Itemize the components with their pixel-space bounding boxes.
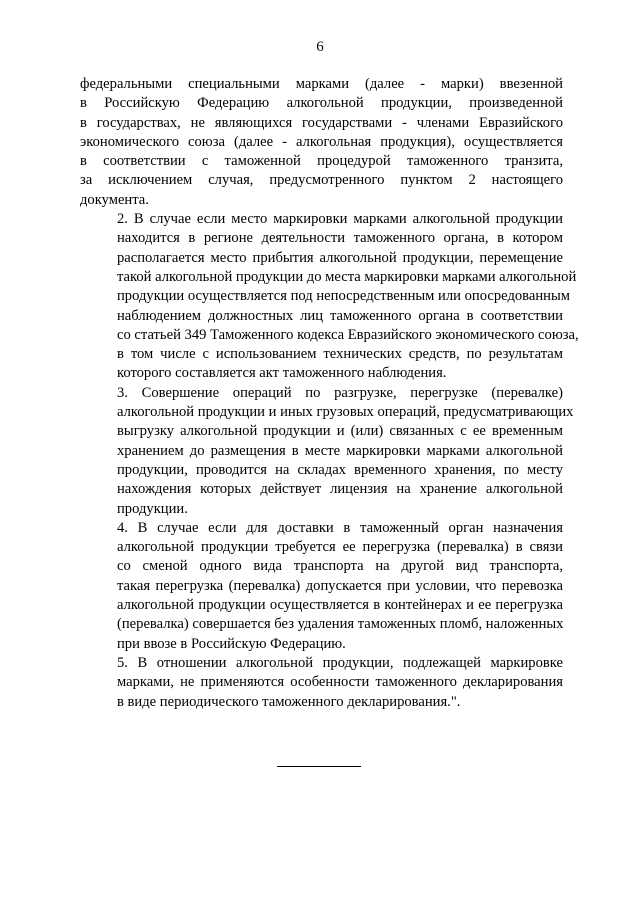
paragraph-line: такая перегрузка (перевалка) допускается при условии, что перевозка <box>117 577 563 594</box>
paragraph-line: такой алкогольной продукции до места маркировки марками алкогольной <box>117 268 577 285</box>
paragraph-line: располагается место прибытия алкогольной продукции, перемещение <box>117 249 563 266</box>
paragraph-line: (перевалка) совершается без удаления таможенных пломб, наложенных <box>117 616 564 633</box>
paragraph-line: 3. Совершение операций по разгрузке, перегрузке (перевалке) <box>117 384 563 401</box>
paragraph-line: при ввозе в Российскую Федерацию. <box>117 635 346 652</box>
paragraph <box>80 75 563 210</box>
paragraph <box>80 384 574 519</box>
paragraph-line: хранением до размещения в месте маркировки марками алкогольной <box>117 442 563 459</box>
paragraph <box>80 210 579 384</box>
end-separator-line <box>277 766 361 767</box>
paragraph-line: в государствах, не являющихся государствами - членами Евразийского <box>80 114 563 131</box>
paragraph-line: за исключением случая, предусмотренного пунктом 2 настоящего <box>80 172 563 189</box>
paragraph-line: со сменой одного вида транспорта на другой вид транспорта, <box>117 558 563 575</box>
paragraph <box>80 654 563 712</box>
paragraph-line: со статьей 349 Таможенного кодекса Евразийского экономического союза, <box>117 326 579 343</box>
paragraph-line: 2. В случае если место маркировки марками алкогольной продукции <box>117 211 563 228</box>
document-body <box>80 75 579 712</box>
paragraph-line: 4. В случае если для доставки в таможенный орган назначения <box>117 519 563 536</box>
paragraph-line: продукции осуществляется под непосредственным или опосредованным <box>117 288 570 305</box>
paragraph-line: продукции, проводится на складах временного хранения, по месту <box>117 461 563 478</box>
paragraph-line: марками, не применяются особенности таможенного декларирования <box>117 674 563 691</box>
paragraph-line: которого составляется акт таможенного наблюдения. <box>117 365 447 382</box>
paragraph <box>80 519 563 654</box>
paragraph-line: федеральными специальными марками (далее - марки) ввезенной <box>80 76 563 92</box>
paragraph-line: экономического союза (далее - алкогольная продукция), осуществляется <box>80 133 563 150</box>
paragraph-line: нахождения которых действует лицензия на хранение алкогольной <box>117 481 563 498</box>
paragraph-line: 5. В отношении алкогольной продукции, подлежащей маркировке <box>117 654 563 671</box>
paragraph-line: наблюдением должностных лиц таможенного органа в соответствии <box>117 307 563 324</box>
paragraph-line: алкогольной продукции осуществляется в контейнерах и ее перегрузка <box>117 597 563 614</box>
paragraph-line: в том числе с использованием технических средств, по результатам <box>117 346 563 363</box>
paragraph-line: продукции. <box>117 500 188 517</box>
paragraph-line: алкогольной продукции требуется ее перегрузка (перевалка) в связи <box>117 539 563 556</box>
paragraph-line: выгрузку алкогольной продукции и (или) связанных с ее временным <box>117 423 563 440</box>
paragraph-line: документа. <box>80 191 149 208</box>
page-number: 6 <box>316 39 324 55</box>
paragraph-line: алкогольной продукции и иных грузовых операций, предусматривающих <box>117 404 574 421</box>
paragraph-line: в соответствии с таможенной процедурой таможенного транзита, <box>80 153 563 170</box>
paragraph-line: в Российскую Федерацию алкогольной продукции, произведенной <box>80 95 563 112</box>
paragraph-line: находится в регионе деятельности таможенного органа, в котором <box>117 230 563 247</box>
paragraph-line: в виде периодического таможенного декларирования.". <box>117 693 461 710</box>
